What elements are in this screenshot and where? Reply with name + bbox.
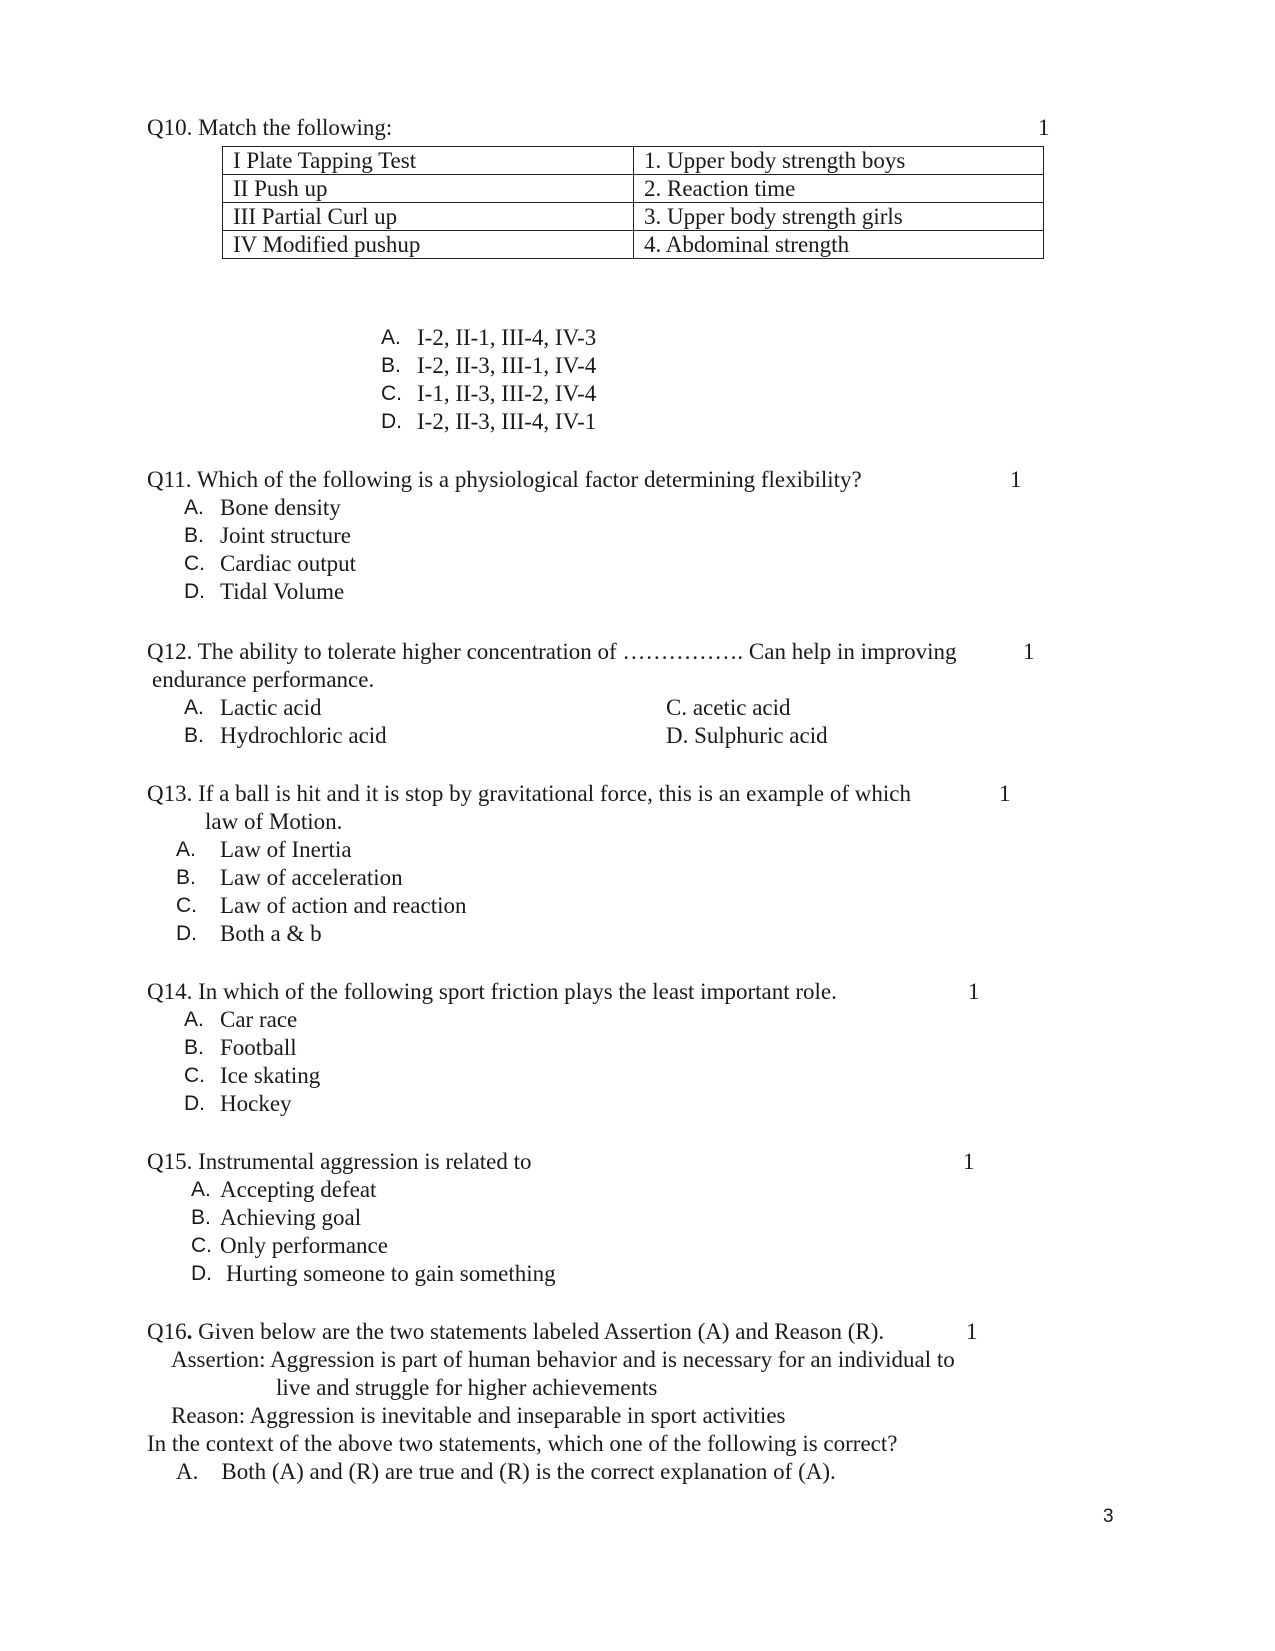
option-letter: D. [381, 410, 402, 433]
option-text: Only performance [220, 1233, 388, 1258]
option-text: Tidal Volume [220, 579, 345, 604]
option-text: I-2, II-3, III-4, IV-1 [417, 409, 597, 434]
option-letter: B. [184, 1036, 204, 1059]
option-letter: B. [191, 1206, 211, 1229]
q14-marks: 1 [968, 979, 980, 1004]
option-letter: A. [184, 496, 204, 519]
option-letter: A. [191, 1178, 211, 1201]
option-letter: A. [184, 1008, 204, 1031]
q12-marks: 1 [1023, 639, 1035, 664]
option-text: Ice skating [220, 1063, 321, 1088]
q13-line2: law of Motion. [205, 809, 343, 834]
q16-title [147, 1318, 884, 1346]
option-text: Bone density [220, 495, 341, 520]
table-row [223, 175, 1044, 203]
table-cell: II Push up [223, 175, 634, 203]
page-number: 3 [1103, 1506, 1114, 1527]
option-text: I-2, II-3, III-1, IV-4 [417, 353, 597, 378]
option-letter: B. [184, 524, 204, 547]
option-letter: A. [176, 838, 196, 861]
option-letter: C. [184, 1064, 205, 1087]
option-letter: D. [191, 1262, 212, 1285]
option-letter: B. [381, 354, 401, 377]
table-cell: IV Modified pushup [223, 231, 634, 259]
table-cell: 3. Upper body strength girls [634, 203, 1044, 231]
q10-title: Q10. Match the following: [147, 115, 393, 140]
option-letter: C. [191, 1234, 212, 1257]
option-text: D. Sulphuric acid [666, 723, 828, 748]
table-cell: III Partial Curl up [223, 203, 634, 231]
option-text: C. acetic acid [666, 695, 791, 720]
table-row [223, 147, 1044, 175]
option-text: Law of action and reaction [220, 893, 467, 918]
option-letter: B. [184, 724, 204, 747]
table-row [223, 203, 1044, 231]
q11-marks: 1 [1010, 467, 1022, 492]
option-text: Lactic acid [220, 695, 322, 720]
match-table [222, 146, 1044, 259]
q16-option-a: A. Both (A) and (R) are true and (R) is the correct explanation of (A). [176, 1459, 836, 1484]
q11-title: Q11. Which of the following is a physiological factor determining flexibility? [147, 467, 862, 492]
option-letter: B. [176, 866, 196, 889]
q16-marks: 1 [966, 1319, 978, 1344]
option-text: Hurting someone to gain something [226, 1261, 556, 1286]
q16-assertion-cont: live and struggle for higher achievements [276, 1375, 658, 1400]
table-cell: 4. Abdominal strength [634, 231, 1044, 259]
option-text: Achieving goal [220, 1205, 362, 1230]
option-letter: C. [381, 382, 402, 405]
q16-title-text: Given below are the two statements labeled Assertion (A) and Reason (R). [192, 1319, 885, 1344]
option-letter: C. [184, 552, 205, 575]
option-text: Joint structure [220, 523, 351, 548]
option-text: Hockey [220, 1091, 292, 1116]
option-text: Hydrochloric acid [220, 723, 387, 748]
q16-reason: Reason: Aggression is inevitable and inseparable in sport activities [171, 1403, 786, 1428]
q12-line2: endurance performance. [152, 667, 375, 692]
q12-line1: Q12. The ability to tolerate higher concentration of ……………. Can help in improving [147, 639, 957, 664]
q16-context: In the context of the above two statements, which one of the following is correct? [147, 1431, 898, 1456]
q14-title: Q14. In which of the following sport friction plays the least important role. [147, 979, 837, 1004]
q10-marks: 1 [1038, 115, 1050, 140]
option-text: Law of Inertia [220, 837, 352, 862]
option-text: I-1, II-3, III-2, IV-4 [417, 381, 597, 406]
option-text: Football [220, 1035, 297, 1060]
q16-assertion: Assertion: Aggression is part of human behavior and is necessary for an individual to [171, 1347, 955, 1372]
option-text: Law of acceleration [220, 865, 403, 890]
option-text: I-2, II-1, III-4, IV-3 [417, 325, 597, 350]
option-letter: C. [176, 894, 197, 917]
q15-title: Q15. Instrumental aggression is related to [147, 1149, 532, 1174]
q15-marks: 1 [963, 1149, 975, 1174]
option-letter: A. [381, 326, 401, 349]
option-text: Accepting defeat [220, 1177, 377, 1202]
q13-line1: Q13. If a ball is hit and it is stop by gravitational force, this is an example of which [147, 781, 911, 806]
q16-dot: . [186, 1319, 193, 1344]
option-text: Cardiac output [220, 551, 357, 576]
table-row [223, 231, 1044, 259]
option-letter: D. [184, 1092, 205, 1115]
q13-marks: 1 [999, 781, 1011, 806]
option-text: Car race [220, 1007, 298, 1032]
option-text: Both a & b [220, 921, 322, 946]
table-cell: 2. Reaction time [634, 175, 1044, 203]
option-letter: D. [184, 580, 205, 603]
table-cell: 1. Upper body strength boys [634, 147, 1044, 175]
option-letter: A. [184, 696, 204, 719]
q16-number: Q16 [147, 1319, 187, 1344]
table-cell: I Plate Tapping Test [223, 147, 634, 175]
option-letter: D. [176, 922, 197, 945]
